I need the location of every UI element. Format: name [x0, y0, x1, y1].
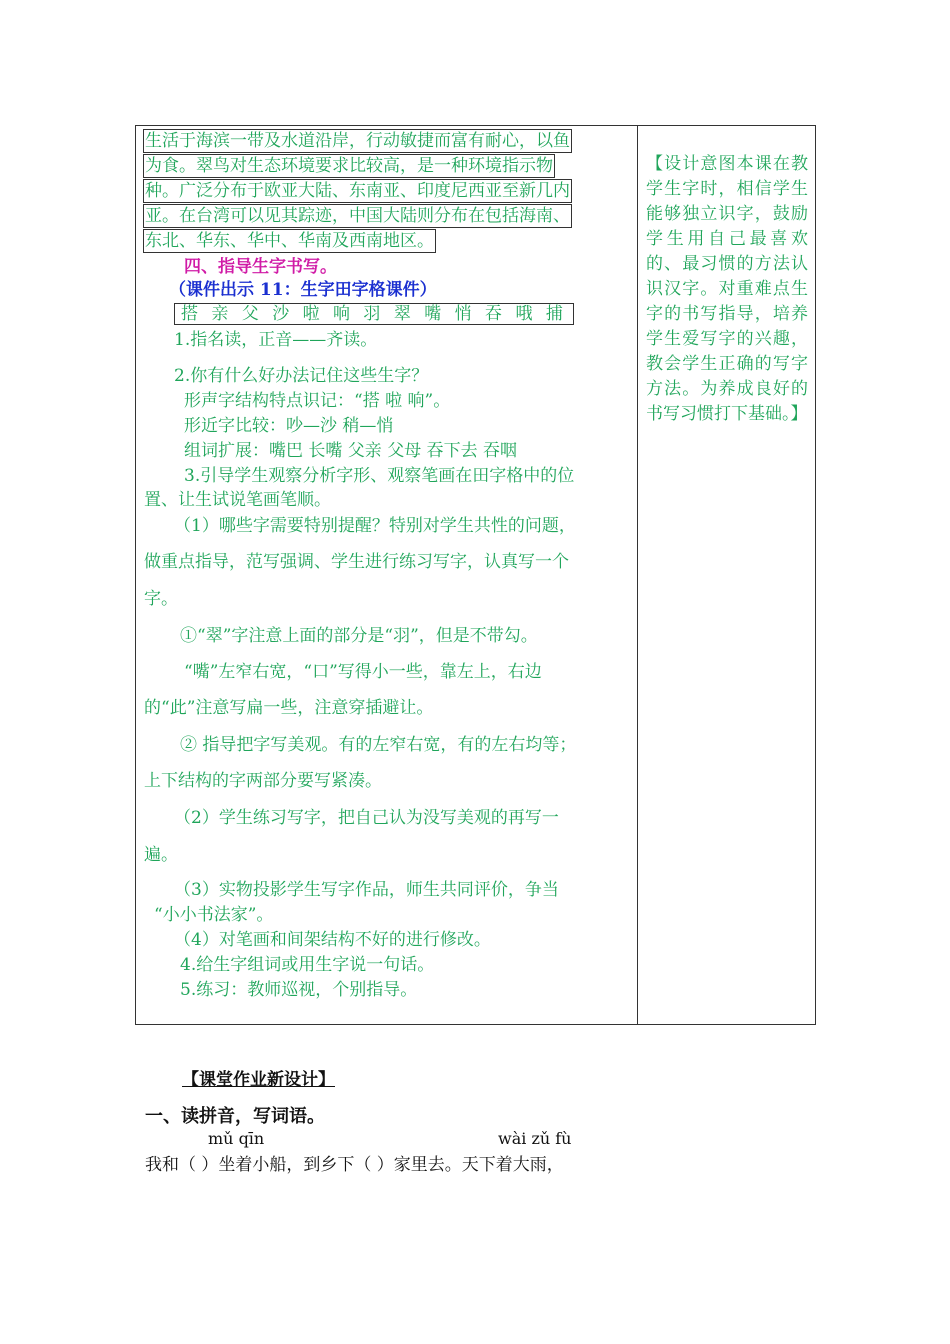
- step-line: ①“翠”字注意上面的部分是“羽”，但是不带勾。: [180, 626, 538, 646]
- step-line: （4）对笔画和间架结构不好的进行修改。: [174, 930, 491, 950]
- section-heading: 四、指导生字书写。: [184, 257, 337, 277]
- step-line: （1）哪些字需要特别提醒？特别对学生共性的问题，: [174, 516, 576, 536]
- step-line: 3.引导学生观察分析字形、观察笔画在田字格中的位: [184, 466, 575, 486]
- boxed-passage: [144, 129, 572, 254]
- step-line: 上下结构的字两部分要写紧凑。: [144, 771, 382, 791]
- design-intent-column: 【设计意图本课在教学生字时，相信学生能够独立识字，鼓励学生用自己最喜欢的、最习惯的方法认识汉字。对重难点生字的书写指导，培养学生爱写字的兴趣，教会学生正确的写字方法。为养成良好的书写习惯打下基础。】: [646, 154, 808, 424]
- passage-line: 东北、华东、华中、华南及西南地区。: [145, 231, 434, 251]
- passage-line: 生活于海滨一带及水道沿岸，行动敏捷而富有耐心，以鱼: [145, 131, 570, 151]
- step-line: 置、让生试说笔画笔顺。: [144, 490, 331, 510]
- step-line: （2）学生练习写字，把自己认为没写美观的再写一: [174, 808, 559, 828]
- step-line: 1.指名读，正音——齐读。: [174, 330, 378, 350]
- step-line: 形近字比较：吵—沙 稍—悄: [184, 416, 394, 436]
- step-line: 形声字结构特点识记：“搭 啦 响”。: [184, 391, 451, 411]
- step-line: 5.练习：教师巡视，个别指导。: [180, 980, 418, 1000]
- homework-title: 【课堂作业新设计】: [182, 1070, 335, 1090]
- step-line: “小小书法家”。: [154, 905, 274, 925]
- pinyin-prompt: mǔ qīn: [208, 1129, 265, 1148]
- courseware-note: （课件出示 11：生字田字格课件）: [169, 280, 437, 300]
- new-characters-box: 搭 亲 父 沙 啦 响 羽 翠 嘴 悄 吞 哦 捕: [174, 303, 574, 325]
- passage-line: 种。广泛分布于欧亚大陆、东南亚、印度尼西亚至新几内: [145, 181, 570, 201]
- fill-in-sentence: 我和（ ）坐着小船，到乡下（ ）家里去。天下着大雨，: [145, 1155, 564, 1175]
- step-line: 的“此”注意写扁一些，注意穿插避让。: [144, 698, 434, 718]
- lesson-table: [135, 125, 816, 1025]
- step-line: （3）实物投影学生写字作品，师生共同评价，争当: [174, 880, 559, 900]
- column-divider: [637, 126, 638, 1024]
- step-line: 组词扩展：嘴巴 长嘴 父亲 父母 吞下去 吞咽: [184, 441, 518, 461]
- pinyin-prompt: wài zǔ fù: [498, 1129, 572, 1148]
- passage-line: 为食。翠鸟对生态环境要求比较高，是一种环境指示物: [145, 156, 553, 176]
- step-line: 4.给生字组词或用生字说一句话。: [180, 955, 435, 975]
- step-line: 做重点指导，范写强调、学生进行练习写字，认真写一个: [144, 552, 569, 572]
- step-line: “嘴”左窄右宽，“口”写得小一些，靠左上，右边: [184, 662, 542, 682]
- step-line: ② 指导把字写美观。有的左窄右宽，有的左右均等；: [180, 735, 577, 755]
- step-line: 字。: [144, 589, 178, 609]
- step-line: 2.你有什么好办法记住这些生字？: [174, 366, 429, 386]
- step-line: 遍。: [144, 845, 178, 865]
- passage-line: 亚。在台湾可以见其踪迹，中国大陆则分布在包括海南、: [145, 206, 570, 226]
- exercise-heading: 一、读拼音，写词语。: [145, 1106, 325, 1127]
